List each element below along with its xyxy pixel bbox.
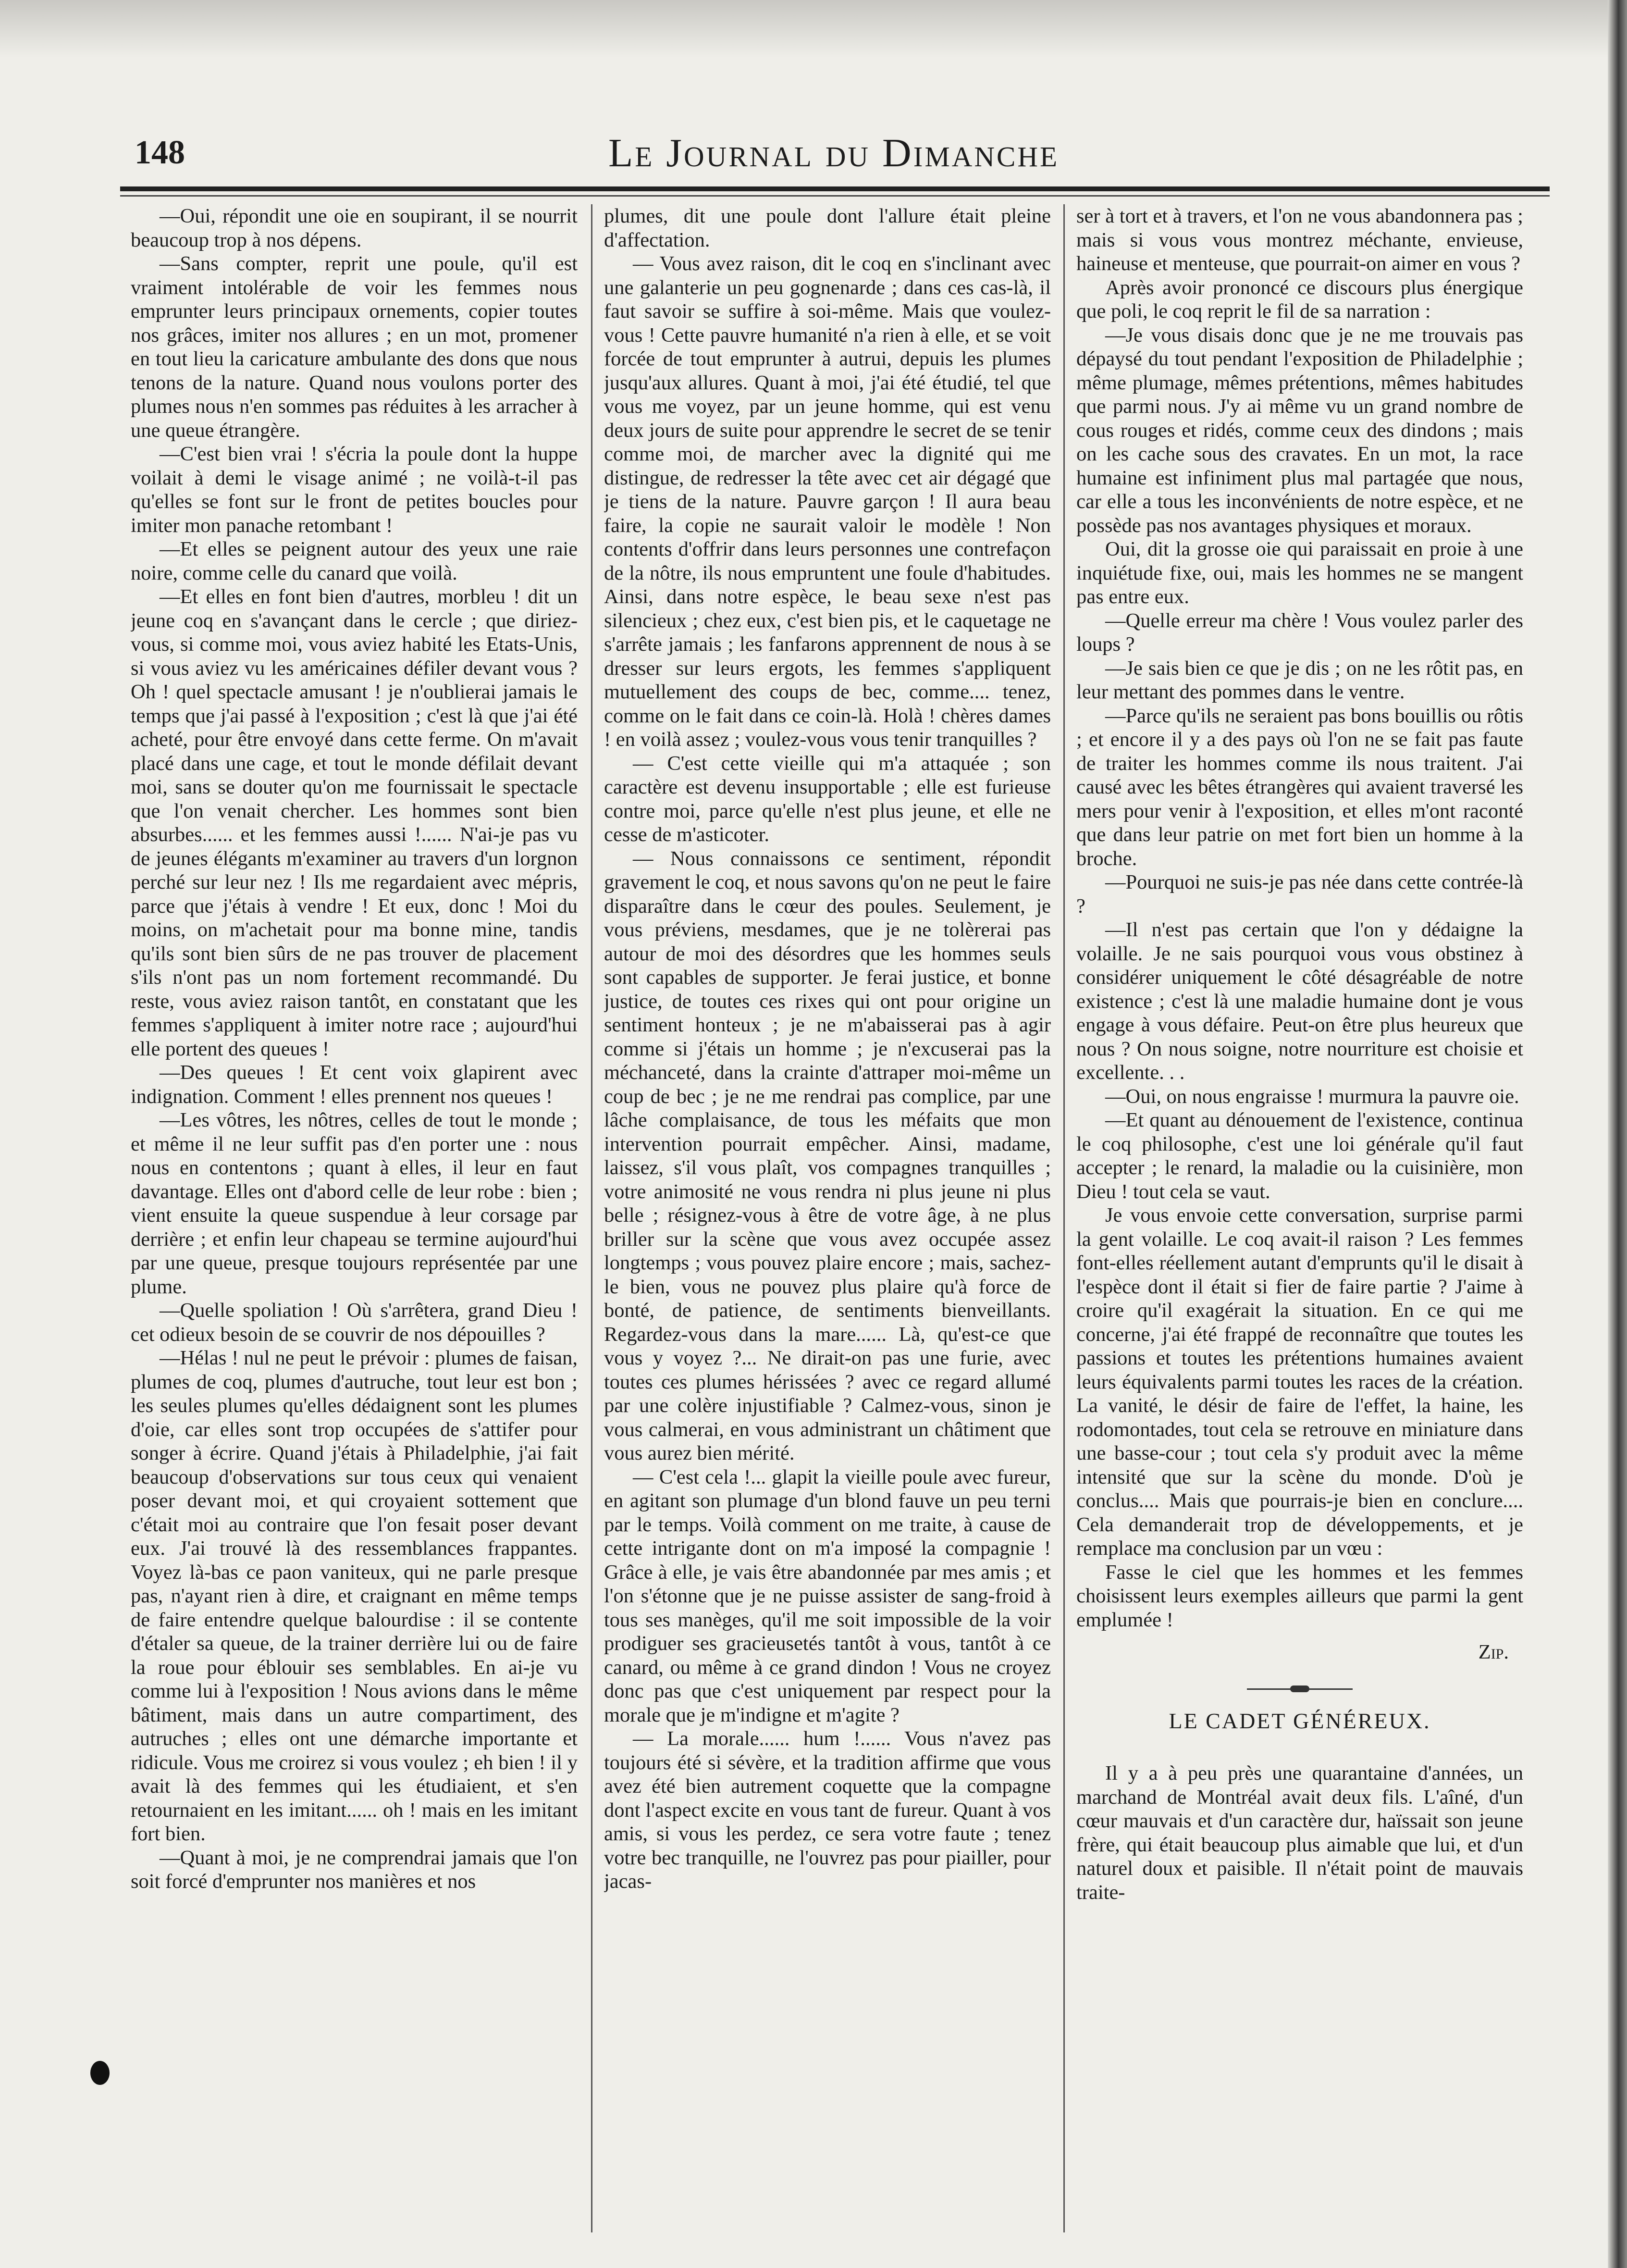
paragraph: —Et elles se peignent autour des yeux une raie noire, comme celle du canard que voilà. — [131, 538, 578, 584]
paragraph: —Et elles en font bien d'autres, morbleu ! dit un jeune coq en s'avançant dans le cercle ; que diriez-vous, si comme moi, vous aviez habité les Etats-Unis, si vous aviez vu les américaines défiler devant vous ? Oh ! quel spectacle amusant ! je n'oublierai jamais le temps que j'ai passé à l'exposition ; c'est là que j'ai été acheté, pour être envoyé dans cette ferme. On m'avait placé dans une cage, et tout le monde défilait devant moi, sans se douter qu'on me fournissait le spectacle que l'on venait chercher. Les hommes sont bien absurbes...... et les femmes aussi !...... N'ai-je pas vu de jeunes élégants m'examiner au travers d'un lorgnon perché sur leur nez ! Ils me regardaient avec mépris, parce que j'étais à vendre ! Et eux, donc ! Moi du moins, on m'achetait pour ma bonne mine, tandis qu'ils sont bien sûrs de ne pas trouver de placement s'ils n'ont pas un nom fortement recommandé. Du reste, vous aviez raison tantôt, en constatant que les femmes s'appliquent à imiter notre race ; aujourd'hui elle portent des queues ! — [131, 585, 578, 1060]
paragraph: —Des queues ! Et cent voix glapirent avec indignation. Comment ! elles prennent nos queues ! — [131, 1061, 578, 1108]
text-column-3 — [1076, 204, 1523, 2242]
paragraph: — Vous avez raison, dit le coq en s'inclinant avec une galanterie un peu gognenarde ; dans ces cas-là, il faut savoir se suffire à soi-même. Mais que voulez-vous ! Cette pauvre humanité n'a rien à elle, et se voit forcée de tout emprunter à autrui, depuis les plumes jusqu'aux allures. Quant à moi, j'ai été étudié, tel que vous me voyez, par un jeune homme, qui est venu deux jours de suite pour apprendre le secret de se tenir comme moi, de marcher avec la dignité qui me distingue, de redresser la tête avec cet air dégagé que je tiens de la nature. Pauvre garçon ! Il aura beau faire, la copie ne saurait valoir le modèle ! Non contents d'offrir dans leurs personnes une contrefaçon de la nôtre, ils nous empruntent une foule d'habitudes. Ainsi, dans notre espèce, le beau sexe n'est pas silencieux ; chez eux, c'est bien pis, et le caquetage ne s'arrête jamais ; les fanfarons apprennent de nous à se dresser sur leurs ergots, les femmes s'appliquent mutuellement des coups de bec, comme.... tenez, comme on le fait dans ce coin-là. Holà ! chères dames ! en voilà assez ; voulez-vous vous tenir tranquilles ? — [604, 252, 1051, 751]
paragraph-continued: plumes, dit une poule dont l'allure était pleine d'affectation. — [604, 205, 1051, 251]
scan-top-shadow — [0, 0, 1627, 58]
page-number: 148 — [135, 134, 185, 171]
paragraph: Après avoir prononcé ce discours plus énergique que poli, le coq reprit le fil de sa narration : — [1076, 276, 1523, 322]
ink-blot — [90, 2061, 110, 2085]
paragraph: — C'est cette vieille qui m'a attaquée ; son caractère est devenu insupportable ; elle est furieuse contre moi, parce qu'elle n'est plus jeune, et elle ne cesse de m'asticoter. — [604, 752, 1051, 846]
paragraph: —Oui, répondit une oie en soupirant, il se nourrit beaucoup trop à nos dépens. — [131, 205, 578, 251]
paragraph: —Sans compter, reprit une poule, qu'il est vraiment intolérable de voir les femmes nous emprunter leurs principaux ornements, copier toutes nos grâces, imiter nos allures ; en un mot, promener en tout lieu la caricature ambulante des dons que nous tenons de la nature. Quand nous voulons porter des plumes nous n'en sommes pas réduites à les arracher à une queue étrangère. — [131, 252, 578, 442]
header-rule-thin — [120, 195, 1550, 197]
paragraph-continued: ser à tort et à travers, et l'on ne vous abandonnera pas ; mais si vous vous montrez méchante, envieuse, haineuse et menteuse, que pourrait-on aimer en vous ? — [1076, 205, 1523, 275]
masthead-title: Le Journal du Dimanche — [608, 131, 1060, 175]
column-divider-2 — [1063, 204, 1065, 2232]
paragraph: —Quant à moi, je ne comprendrai jamais que l'on soit forcé d'emprunter nos manières et nos — [131, 1846, 578, 1893]
scan-right-edge — [1608, 0, 1627, 2268]
paragraph: — La morale...... hum !...... Vous n'avez pas toujours été si sévère, et la tradition affirme que vous avez été bien autrement coquette que la compagne dont l'aspect excite en vous tant de fureur. Quant à vos amis, si vous les perdez, ce sera votre faute ; tenez votre bec tranquille, ne l'ouvrez pas pour piailler, pour jacas- — [604, 1727, 1051, 1893]
paragraph: Oui, dit la grosse oie qui paraissait en proie à une inquiétude fixe, oui, mais les hommes ne se mangent pas entre eux. — [1076, 538, 1523, 608]
header-rule-thick — [120, 186, 1550, 191]
section-title: LE CADET GÉNÉREUX. — [1169, 1708, 1431, 1733]
paragraph: —Les vôtres, les nôtres, celles de tout le monde ; et même il ne leur suffit pas d'en porter une : nous nous en contentons ; quant à elles, il leur en faut davantage. Elles ont d'abord celle de leur robe : bien ; vient ensuite la queue suspendue à leur corsage par derrière ; et enfin leur chapeau se termine aujourd'hui par une queue, presque toujours représentée par une plume. — [131, 1109, 578, 1298]
section-divider — [1247, 1688, 1353, 1690]
column-divider-1 — [591, 204, 592, 2232]
text-column-1 — [131, 204, 578, 2242]
paragraph: —Oui, on nous engraisse ! murmura la pauvre oie. — [1105, 1085, 1519, 1108]
paragraph: Je vous envoie cette conversation, surprise parmi la gent volaille. Le coq avait-il raison ? Les femmes font-elles réellement autant d'emprunts qu'il le disait à l'espèce dont il était si fier de faire partie ? J'aime à croire qu'il exagérait la situation. En ce qui me concerne, j'ai été frappé de reconnaître que toutes les passions et toutes les prétentions humaines avaient leurs équivalents parmi toutes les races de la création. La vanité, le désir de faire de l'effet, la haine, les rodomontades, tout cela se retrouve en miniature dans une basse-cour ; tout cela s'y produit avec la même intensité que sur la scène du monde. D'où je conclus.... Mais que pourrais-je bien en conclure.... Cela demanderait trop de développements, et je remplace ma conclusion par un vœu : — [1076, 1204, 1523, 1560]
paragraph: —Hélas ! nul ne peut le prévoir : plumes de faisan, plumes de coq, plumes d'autruche, tout leur est bon ; les seules plumes qu'elles dédaignent sont les plumes d'oie, car elles sont trop occupées de s'attifer pour songer à écrire. Quand j'étais à Philadelphie, j'ai fait beaucoup d'observations sur tous ceux qui venaient poser devant moi, et qui croyaient sottement que c'était moi au contraire que l'on fesait poser devant eux. J'ai trouvé là des ressemblances frappantes. Voyez là-bas ce paon vaniteux, qui ne parle presque pas, n'ayant rien à dire, et craignant en même temps de faire entendre quelque balourdise : il se contente d'étaler sa queue, de la trainer derrière lui ou de faire la roue pour éblouir ses semblables. En ai-je vu comme lui à l'exposition ! Nous avions dans le même bâtiment, mais dans un autre compartiment, des autruches ; elles ont une démarche importante et ridicule. Vous me croirez si vous voulez ; eh bien ! il y avait là des femmes qui les étudiaient, et s'en retournaient en les imitant...... oh ! mais en les imitant fort bien. — [131, 1347, 578, 1845]
paragraph: — C'est cela !... glapit la vieille poule avec fureur, en agitant son plumage d'un blond fauve un peu terni par le temps. Voilà comment on me traite, à cause de cette intrigante dont on m'a imposé la compagnie ! Grâce à elle, je vais être abandonnée par mes amis ; et l'on s'étonne que je ne puisse assister de sang-froid à tous ses manèges, qu'il me soit impossible de la voir prodiguer ses gracieusetés tantôt à vous, tantôt à ce canard, ou même à ce grand dindon ! Vous ne croyez donc pas que c'est uniquement par respect pour la morale que je m'indigne et m'agite ? — [604, 1465, 1051, 1726]
author-signature: Zip. — [1478, 1641, 1509, 1663]
paragraph: —Quelle erreur ma chère ! Vous voulez parler des loups ? — [1076, 609, 1523, 656]
paragraph: Fasse le ciel que les hommes et les femmes choisissent leurs exemples ailleurs que parmi la gent emplumée ! — [1076, 1561, 1523, 1631]
paragraph: —Parce qu'ils ne seraient pas bons bouillis ou rôtis ; et encore il y a des pays où l'on ne se fait pas faute de traiter les hommes comme ils nous traitent. J'ai causé avec les bêtes étrangères qui avaient traversé les mers pour venir à l'exposition, et elles m'ont raconté que dans leur patrie on met fort bien un homme à la broche. — [1076, 704, 1523, 870]
paragraph: —Je sais bien ce que je dis ; on ne les rôtit pas, en leur mettant des pommes dans le ventre. — [1076, 657, 1523, 703]
paragraph: —Et quant au dénouement de l'existence, continua le coq philosophe, c'est une loi générale qu'il faut accepter ; le renard, la maladie ou la cuisinière, mon Dieu ! tout cela se vaut. — [1076, 1109, 1523, 1203]
paragraph: —C'est bien vrai ! s'écria la poule dont la huppe voilait à demi le visage animé ; ne voilà-t-il pas qu'elles se font sur le front de petites boucles pour imiter mon panache retombant ! — [131, 443, 578, 537]
paragraph: —Quelle spoliation ! Où s'arrêtera, grand Dieu ! cet odieux besoin de se couvrir de nos dépouilles ? — [131, 1299, 578, 1346]
paragraph: Il y a à peu près une quarantaine d'années, un marchand de Montréal avait deux fils. L'aîné, d'un cœur mauvais et d'un caractère dur, haïssait son jeune frère, qui était beaucoup plus aimable que lui, et d'un naturel doux et paisible. Il n'était point de mauvais traite- — [1076, 1762, 1523, 1904]
paragraph: —Je vous disais donc que je ne me trouvais pas dépaysé du tout pendant l'exposition de Philadelphie ; même plumage, mêmes prétentions, mêmes habitudes que parmi nous. J'y ai même vu un grand nombre de cous rouges et ridés, comme ceux des dindons ; mais on les cache sous des cravates. En un mot, la race humaine est infiniment plus mal partagée que nous, car elle a tous les inconvénients de notre espèce, et ne possède pas nos avantages physiques et moraux. — [1076, 323, 1523, 537]
paragraph: — Nous connaissons ce sentiment, répondit gravement le coq, et nous savons qu'on ne peut le faire disparaître dans le cœur des poules. Seulement, je vous préviens, mesdames, que je ne tolèrerai pas autour de moi des désordres que les hommes seuls sont capables de supporter. Je ferai justice, et bonne justice, de toutes ces rixes qui ont pour origine un sentiment honteux ; je ne m'abaisserai pas à agir comme si j'étais un homme ; je n'excuserai pas la méchanceté, dans la crainte d'attraper moi-même un coup de bec ; je ne me rendrai pas complice, par une lâche complaisance, de tous les méfaits que mon intervention pourrait empêcher. Ainsi, madame, laissez, s'il vous plaît, vos compagnes tranquilles ; votre animosité ne vous rendra ni plus jeune ni plus belle ; résignez-vous à être de votre âge, à ne plus briller sur la scène que vous avez occupée assez longtemps ; vous pouvez plaire encore ; mais, sachez-le bien, vous ne pouvez plus plaire qu'à force de bonté, de patience, de sentiments bienveillants. Regardez-vous dans la mare...... Là, qu'est-ce que vous y voyez ?... Ne dirait-on pas une furie, avec toutes ces plumes hérissées ? avec ce regard allumé par une colère injustifiable ? Calmez-vous, sinon je vous calmerai, en vous administrant un châtiment que vous aurez bien mérité. — [604, 847, 1051, 1464]
page-header — [130, 129, 1538, 182]
paragraph: —Il n'est pas certain que l'on y dédaigne la volaille. Je ne sais pourquoi vous vous obstinez à considérer uniquement le côté désagréable de notre existence ; c'est là une maladie humaine dont je vous engage à vous défaire. Peut-on être plus heureux que nous ? On nous soigne, notre nourriture est choisie et excellente. . . — [1076, 918, 1523, 1084]
paragraph: —Pourquoi ne suis-je pas née dans cette contrée-là ? — [1076, 871, 1523, 917]
text-column-2 — [604, 204, 1051, 2242]
